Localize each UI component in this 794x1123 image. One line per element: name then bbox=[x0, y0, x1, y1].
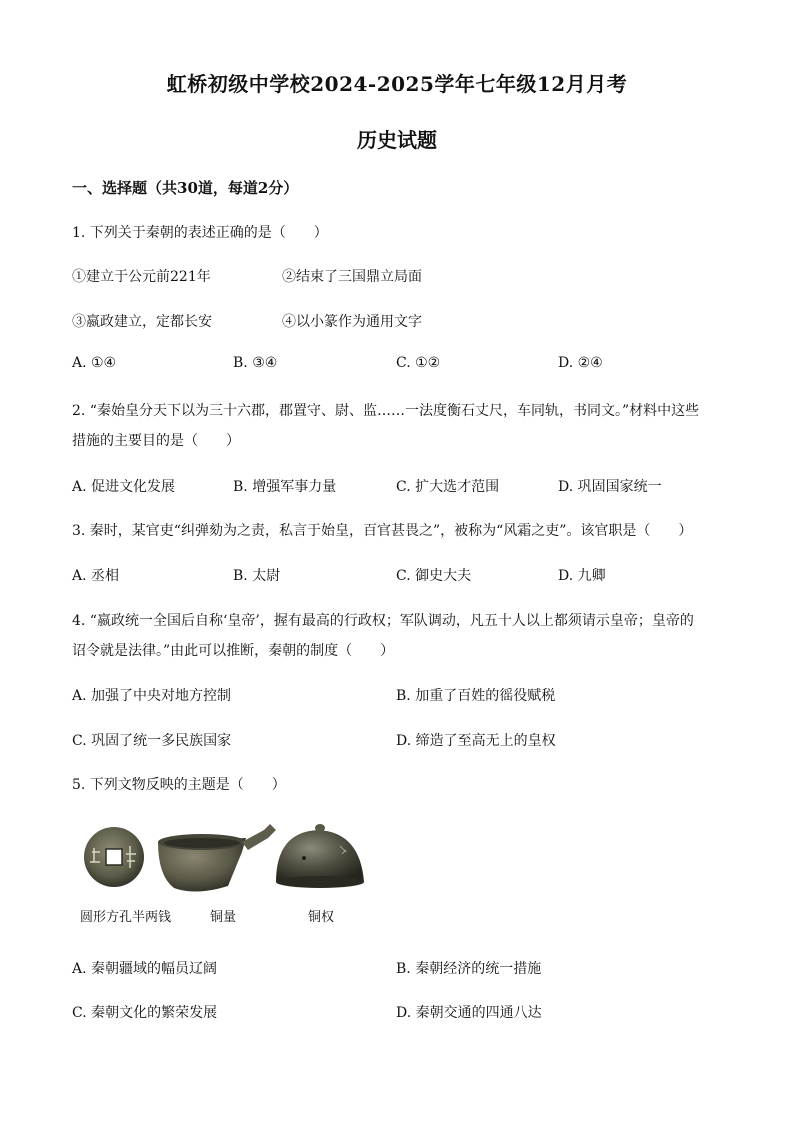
q3-option-a[interactable]: A. 丞相 bbox=[72, 568, 120, 584]
q2-option-c[interactable]: C. 扩大选才范围 bbox=[396, 479, 500, 495]
question-2-stem-line-2: 措施的主要目的是（ ） bbox=[72, 433, 240, 449]
q1-option-a[interactable]: A. ①④ bbox=[72, 355, 117, 371]
question-2-stem-line-1: 2. “秦始皇分天下以为三十六郡，郡置守、尉、监……一法度衡石丈尺，车同轨，书同文。”材料中这些 bbox=[72, 403, 700, 419]
question-4-stem-line-2: 诏令就是法律。”由此可以推断，秦朝的制度（ ） bbox=[72, 643, 395, 659]
q2-option-b[interactable]: B. 增强军事力量 bbox=[233, 479, 337, 495]
q4-option-d[interactable]: D. 缔造了至高无上的皇权 bbox=[396, 733, 556, 749]
q3-option-c[interactable]: C. 御史大夫 bbox=[396, 568, 472, 584]
q1-statement-1: ①建立于公元前221年 bbox=[72, 269, 211, 285]
bronze-weight-icon bbox=[276, 824, 364, 888]
q2-option-a[interactable]: A. 促进文化发展 bbox=[72, 479, 176, 495]
section-heading: 一、选择题（共30道，每道2分） bbox=[72, 179, 299, 197]
qin-artifacts-figure bbox=[78, 816, 378, 928]
q3-option-d[interactable]: D. 九卿 bbox=[558, 568, 606, 584]
q1-option-d[interactable]: D. ②④ bbox=[558, 355, 603, 371]
question-4-stem-line-1: 4. “嬴政统一全国后自称‘皇帝’，握有最高的行政权；军队调动，凡五十人以上都须请示皇帝；皇帝的 bbox=[72, 613, 694, 629]
q5-option-b[interactable]: B. 秦朝经济的统一措施 bbox=[396, 961, 542, 977]
q2-option-d[interactable]: D. 巩固国家统一 bbox=[558, 479, 662, 495]
question-3-stem: 3. 秦时，某官吏“纠弹劾为之责，私言于始皇，百官甚畏之”，被称为“风霜之吏”。该官职是（ ） bbox=[72, 523, 693, 539]
q5-option-a[interactable]: A. 秦朝疆域的幅员辽阔 bbox=[72, 961, 218, 977]
q1-option-c[interactable]: C. ①② bbox=[396, 355, 441, 371]
caption-coin: 圆形方孔半两钱 bbox=[80, 910, 172, 925]
exam-subtitle: 历史试题 bbox=[357, 128, 437, 152]
q4-option-b[interactable]: B. 加重了百姓的徭役赋税 bbox=[396, 688, 556, 704]
caption-weight: 铜权 bbox=[308, 910, 335, 925]
q4-option-a[interactable]: A. 加强了中央对地方控制 bbox=[72, 688, 232, 704]
q5-option-d[interactable]: D. 秦朝交通的四通八达 bbox=[396, 1005, 542, 1021]
question-1-stem: 1. 下列关于秦朝的表述正确的是（ ） bbox=[72, 225, 328, 241]
q1-statement-4: ④以小篆作为通用文字 bbox=[282, 314, 422, 330]
q1-statement-2: ②结束了三国鼎立局面 bbox=[282, 269, 422, 285]
exam-title: 虹桥初级中学校2024-2025学年七年级12月月考 bbox=[166, 72, 628, 96]
q1-statement-3: ③嬴政建立，定都长安 bbox=[72, 314, 212, 330]
question-5-stem: 5. 下列文物反映的主题是（ ） bbox=[72, 777, 286, 793]
q3-option-b[interactable]: B. 太尉 bbox=[233, 568, 281, 584]
q4-option-c[interactable]: C. 巩固了统一多民族国家 bbox=[72, 733, 232, 749]
q5-option-c[interactable]: C. 秦朝文化的繁荣发展 bbox=[72, 1005, 218, 1021]
ban-liang-coin-icon bbox=[84, 827, 144, 887]
artifacts-illustration bbox=[78, 816, 378, 896]
caption-measure: 铜量 bbox=[210, 910, 237, 925]
q1-option-b[interactable]: B. ③④ bbox=[233, 355, 278, 371]
bronze-measure-icon bbox=[158, 824, 276, 892]
